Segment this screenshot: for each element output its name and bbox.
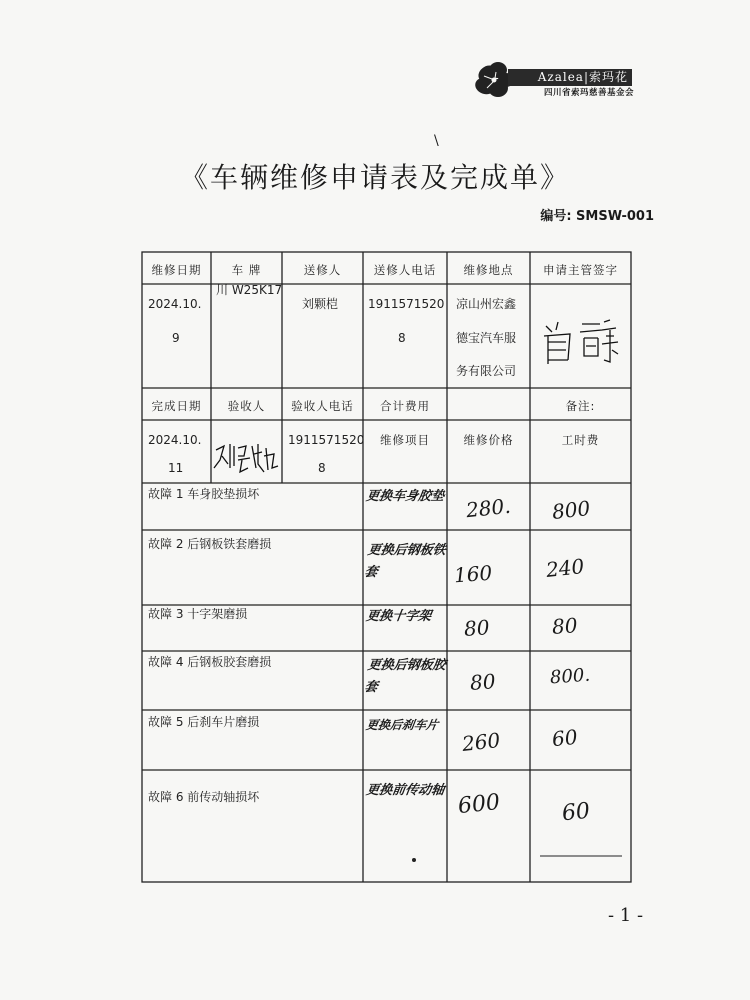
header-total-cost: 合计费用	[380, 399, 430, 413]
ink-dot	[412, 858, 416, 862]
logo-brand: Azalea|索玛花	[508, 69, 632, 86]
fault-1-item: 更换车身胶垫	[365, 489, 446, 504]
fault-2-labor: 240	[544, 554, 586, 582]
fault-3-description: 故障 3 十字架磨损	[148, 607, 248, 621]
logo-org-name: 四川省索玛慈善基金会	[543, 88, 634, 98]
acceptor-signature	[212, 438, 280, 478]
fault-4-description: 故障 4 后钢板胶套磨损	[148, 655, 272, 669]
sender-phone-line1: 1911571520	[368, 297, 445, 311]
repair-date-line2: 9	[172, 331, 180, 345]
header-labor-fee: 工时费	[561, 433, 600, 447]
fault-6-item: 更换前传动轴	[365, 783, 446, 798]
fault-5-price: 260	[460, 728, 502, 756]
fault-2-price: 160	[453, 560, 493, 588]
header-plate: 车 牌	[231, 263, 262, 277]
completion-date-line2: 11	[168, 461, 184, 475]
fault-1-description: 故障 1 车身胶垫损坏	[148, 487, 260, 501]
header-sender: 送修人	[303, 263, 342, 277]
sender-phone-line2: 8	[398, 331, 406, 345]
location-line1: 凉山州宏鑫	[456, 297, 517, 311]
header-sender-phone: 送修人电话	[373, 263, 437, 277]
header-repair-date: 维修日期	[151, 263, 202, 277]
header-repair-price: 维修价格	[463, 433, 514, 447]
completion-date-line1: 2024.10.	[148, 433, 202, 447]
acceptor-phone-line2: 8	[318, 461, 326, 475]
plate-value: 川 W25K17	[216, 283, 283, 297]
fault-3-labor: 80	[551, 613, 579, 639]
header-repair-location: 维修地点	[463, 263, 514, 277]
fault-6-description: 故障 6 前传动轴损坏	[148, 790, 260, 804]
repair-date-line1: 2024.10.	[148, 297, 202, 311]
fault-1-price: 280.	[464, 493, 512, 523]
fault-4-price: 80	[469, 669, 497, 695]
document-number: 编号: SMSW-001	[540, 209, 654, 224]
fault-5-labor: 60	[550, 724, 579, 752]
document-title: 《车辆维修申请表及完成单》	[179, 161, 570, 194]
fault-3-price: 80	[463, 615, 491, 641]
fault-6-price: 600	[456, 789, 502, 820]
fault-2-description: 故障 2 后钢板铁套磨损	[148, 537, 272, 551]
header-repair-item: 维修项目	[380, 433, 430, 447]
foundation-logo	[470, 56, 635, 106]
fault-5-description: 故障 5 后刹车片磨损	[148, 715, 260, 729]
sender-value: 刘颗桤	[302, 297, 339, 311]
header-completion-date: 完成日期	[151, 399, 202, 413]
fault-3-item: 更换十字架	[365, 609, 433, 624]
fault-5-item: 更换后刹车片	[365, 718, 439, 732]
location-line2: 德宝汽车服	[456, 331, 517, 345]
fault-6-labor: 60	[560, 798, 592, 827]
location-line3: 务有限公司	[456, 364, 517, 378]
header-acceptor-phone: 验收人电话	[291, 399, 354, 413]
page-number: - 1 -	[608, 905, 644, 926]
header-acceptor: 验收人	[227, 399, 266, 413]
fault-4-labor: 800.	[549, 664, 591, 689]
header-remarks: 备注:	[565, 399, 596, 413]
fault-1-labor: 800	[550, 496, 592, 524]
header-supervisor-signature: 申请主管签字	[543, 263, 618, 277]
pen-mark: \	[434, 133, 439, 149]
fault-2-item: 更换后钢板铁套	[363, 543, 447, 580]
acceptor-phone-line1: 1911571520	[288, 433, 365, 447]
fault-4-item: 更换后钢板胶套	[363, 658, 447, 695]
supervisor-signature	[540, 316, 622, 370]
